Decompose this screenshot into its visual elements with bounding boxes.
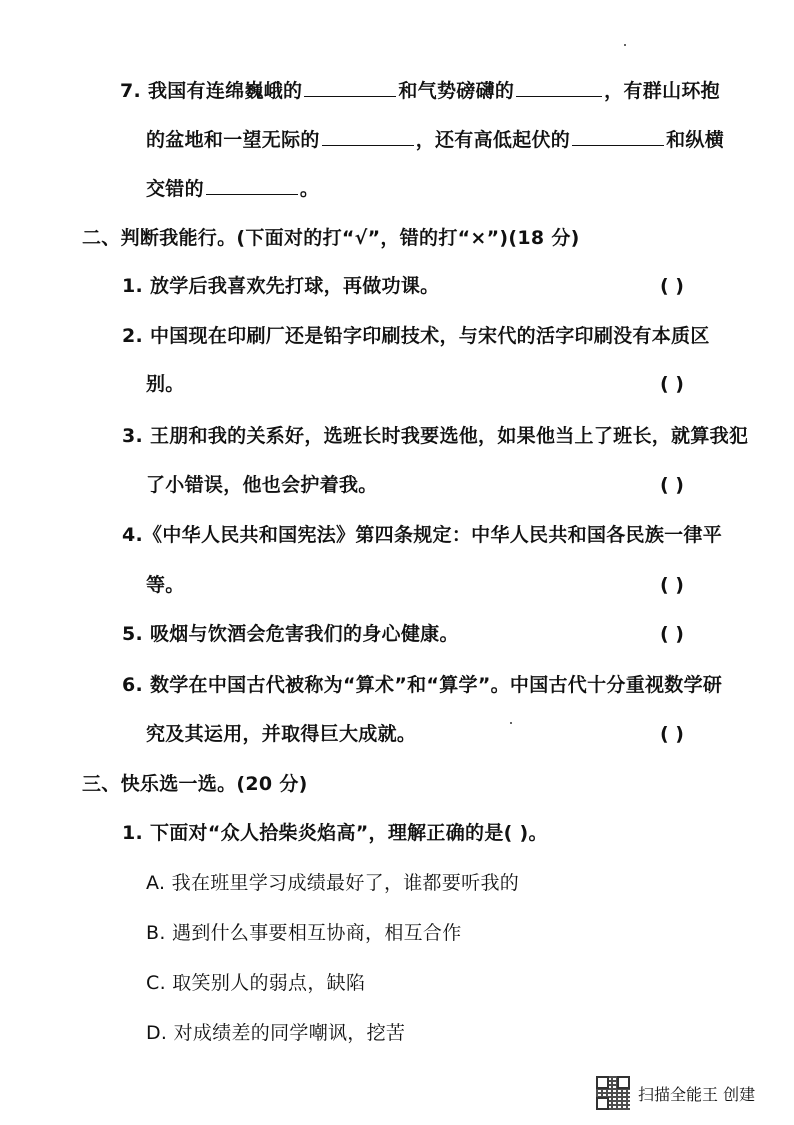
q7-text: 7. 我国有连绵巍峨的 (120, 80, 303, 102)
q7-blank-5[interactable] (206, 176, 298, 195)
q7-text: ，还有高低起伏的 (415, 129, 571, 151)
section2-heading: 二、判断我能行。(下面对的打“√”，错的打“×”)(18 分) (82, 227, 580, 249)
q7-text: 交错的 (146, 178, 204, 200)
q7-text: 的盆地和一望无际的 (146, 129, 320, 151)
q7-line-2 (146, 127, 724, 152)
scanner-watermark (596, 1076, 755, 1110)
mc-option-c[interactable]: C. 取笑别人的弱点，缺陷 (146, 972, 366, 994)
q7-line-3 (146, 176, 319, 201)
tf-item-2: 2. 中国现在印刷厂还是铅字印刷技术，与宋代的活字印刷没有本质区 (122, 325, 710, 347)
q7-text: ，有群山环抱 (604, 80, 720, 102)
q7-line-1 (120, 78, 720, 103)
q7-text: 和气势磅礴的 (398, 80, 515, 102)
section3-heading: 三、快乐选一选。(20 分) (82, 773, 308, 795)
tf-item-3-cont: 了小错误，他也会护着我。 (146, 474, 378, 496)
tf-item-6-cont: 究及其运用，并取得巨大成就。 (146, 723, 417, 745)
q7-blank-1[interactable] (304, 78, 396, 97)
tf-item-5: 5. 吸烟与饮酒会危害我们的身心健康。 (122, 623, 459, 645)
tf-answer-6[interactable]: ( ) (660, 723, 684, 745)
q7-blank-4[interactable] (572, 127, 664, 146)
tf-answer-3[interactable]: ( ) (660, 474, 684, 496)
q7-blank-2[interactable] (516, 78, 602, 97)
tf-item-6: 6. 数学在中国古代被称为“算术”和“算学”。中国古代十分重视数学研 (122, 674, 723, 696)
tf-answer-2[interactable]: ( ) (660, 373, 684, 395)
tf-item-3: 3. 王朋和我的关系好，选班长时我要选他，如果他当上了班长，就算我犯 (122, 425, 749, 447)
q7-text: 和纵横 (666, 129, 725, 151)
tf-item-4-cont: 等。 (146, 574, 185, 596)
scan-speck (510, 722, 512, 724)
tf-answer-5[interactable]: ( ) (660, 623, 684, 645)
tf-answer-1[interactable]: ( ) (660, 275, 684, 297)
mc-question-1: 1. 下面对“众人拾柴炎焰高”，理解正确的是( )。 (122, 822, 548, 844)
q7-text: 。 (299, 178, 320, 200)
mc-option-a[interactable]: A. 我在班里学习成绩最好了，谁都要听我的 (146, 872, 520, 894)
tf-item-2-cont: 别。 (146, 373, 185, 395)
scan-speck (624, 44, 626, 46)
watermark-text: 扫描全能王 创建 (638, 1084, 756, 1104)
qr-code-icon (596, 1076, 630, 1110)
q7-blank-3[interactable] (322, 127, 414, 146)
tf-answer-4[interactable]: ( ) (660, 574, 684, 596)
mc-option-b[interactable]: B. 遇到什么事要相互协商，相互合作 (146, 922, 462, 944)
mc-option-d[interactable]: D. 对成绩差的同学嘲讽，挖苦 (146, 1022, 406, 1044)
tf-item-4: 4.《中华人民共和国宪法》第四条规定：中华人民共和国各民族一律平 (122, 524, 723, 546)
tf-item-1: 1. 放学后我喜欢先打球，再做功课。 (122, 275, 440, 297)
